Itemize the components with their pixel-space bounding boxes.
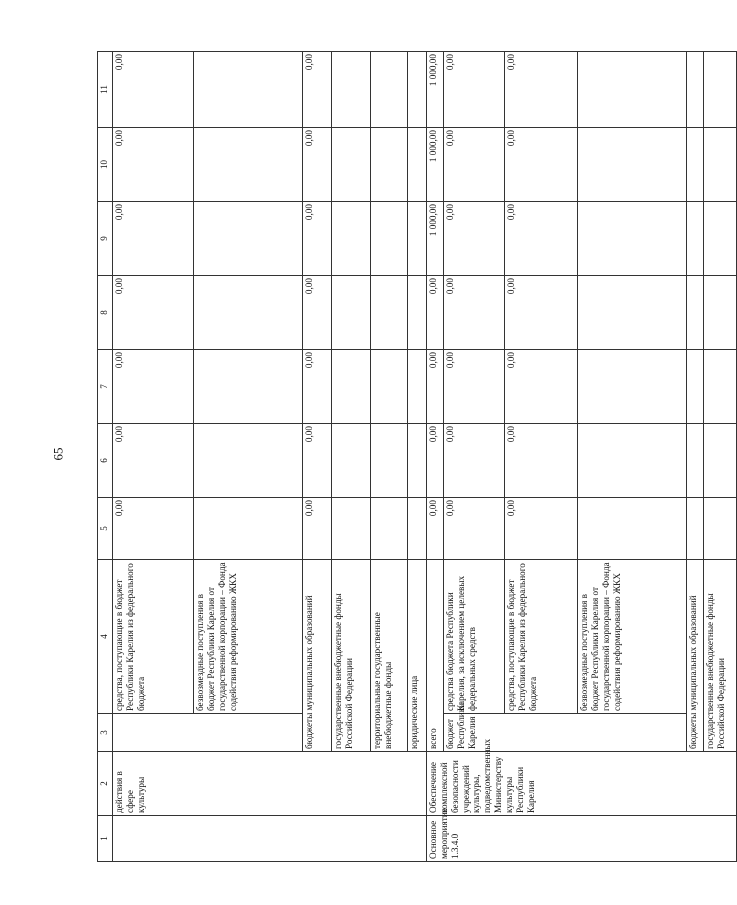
value-cell: 0,00	[113, 498, 194, 560]
value-cell: 0,00	[444, 202, 505, 276]
source-label: бюджеты муниципальных образований	[303, 560, 332, 752]
value-cell	[332, 276, 371, 350]
table-row	[113, 52, 194, 862]
value-cell: 0,00	[427, 350, 444, 424]
value-cell: 0,00	[505, 350, 578, 424]
value-cell: 0,00	[113, 202, 194, 276]
value-cell: 0,00	[444, 498, 505, 560]
value-cell: 0,00	[505, 202, 578, 276]
value-cell: 1 000,00	[427, 202, 444, 276]
value-cell: 0,00	[444, 350, 505, 424]
value-cell	[704, 276, 737, 350]
value-cell	[687, 424, 704, 498]
value-cell	[704, 424, 737, 498]
value-cell	[194, 350, 303, 424]
value-cell	[578, 498, 687, 560]
page-number: 65	[50, 447, 66, 461]
value-cell: 1 000,00	[427, 128, 444, 202]
column-number: 11	[98, 52, 113, 128]
value-cell: 0,00	[303, 276, 332, 350]
value-cell: 0,00	[303, 350, 332, 424]
table-row	[444, 52, 505, 862]
column-number: 3	[98, 714, 113, 752]
value-cell	[332, 202, 371, 276]
value-cell: 0,00	[505, 128, 578, 202]
value-cell	[408, 350, 427, 424]
value-cell: 0,00	[303, 498, 332, 560]
budget-table	[97, 51, 737, 862]
value-cell	[371, 52, 408, 128]
value-cell	[704, 202, 737, 276]
item-name-cell: действия в сфере культуры	[113, 752, 427, 816]
value-cell	[687, 128, 704, 202]
table-row	[427, 52, 444, 862]
value-cell	[332, 424, 371, 498]
value-cell	[687, 202, 704, 276]
table-row	[303, 52, 332, 862]
column-number: 2	[98, 752, 113, 816]
value-cell: 0,00	[505, 424, 578, 498]
value-cell	[704, 128, 737, 202]
value-cell	[687, 350, 704, 424]
value-cell	[371, 350, 408, 424]
column-number: 6	[98, 424, 113, 498]
table-row	[371, 52, 408, 862]
item-name-cell: Обеспечение комплексной безопасности учреждений культуры, подведомственных Министерству культуры Республики Карелия	[427, 752, 737, 816]
value-cell: 0,00	[444, 52, 505, 128]
value-cell	[371, 424, 408, 498]
value-cell: 0,00	[427, 276, 444, 350]
column-number: 10	[98, 128, 113, 202]
column-number: 1	[98, 816, 113, 862]
value-cell	[371, 202, 408, 276]
value-cell	[194, 424, 303, 498]
value-cell	[332, 128, 371, 202]
source-label: безвозмездные поступления в бюджет Республики Карелия от государственной корпорации – Фонда содействия реформированию ЖКХ	[194, 560, 303, 714]
source-label: средства, поступающие в бюджет Республики Карелия из федерального бюджета	[113, 560, 194, 714]
source-label: безвозмездные поступления в бюджет Республики Карелия от государственной корпорации – Фонда содействия реформированию ЖКХ	[578, 560, 687, 714]
value-cell	[578, 202, 687, 276]
value-cell: 0,00	[427, 498, 444, 560]
value-cell	[408, 202, 427, 276]
value-cell	[578, 424, 687, 498]
value-cell	[578, 52, 687, 128]
value-cell: 0,00	[113, 128, 194, 202]
value-cell	[371, 498, 408, 560]
value-cell	[332, 52, 371, 128]
value-cell	[704, 52, 737, 128]
value-cell: 0,00	[113, 52, 194, 128]
source-label: юридические лица	[408, 560, 427, 752]
empty-cell	[113, 714, 303, 752]
value-cell	[408, 128, 427, 202]
value-cell	[687, 276, 704, 350]
value-cell	[704, 498, 737, 560]
value-cell	[194, 202, 303, 276]
value-cell: 0,00	[444, 128, 505, 202]
value-cell	[332, 498, 371, 560]
value-cell: 0,00	[444, 424, 505, 498]
source-label: средства, поступающие в бюджет Республики Карелия из федерального бюджета	[505, 560, 578, 714]
header-row	[98, 52, 113, 862]
value-cell	[687, 52, 704, 128]
value-cell	[578, 350, 687, 424]
value-cell	[371, 276, 408, 350]
item-number-cell	[113, 816, 427, 862]
value-cell	[194, 276, 303, 350]
value-cell	[332, 350, 371, 424]
value-cell: 0,00	[505, 52, 578, 128]
source-label: государственные внебюджетные фонды Российской Федерации	[332, 560, 371, 752]
value-cell	[371, 128, 408, 202]
value-cell: 1 000,00	[427, 52, 444, 128]
table-row	[408, 52, 427, 862]
column-number: 4	[98, 560, 113, 714]
value-cell	[687, 498, 704, 560]
column-number: 9	[98, 202, 113, 276]
value-cell: 0,00	[113, 424, 194, 498]
value-cell	[578, 276, 687, 350]
value-cell: 0,00	[505, 498, 578, 560]
value-cell: 0,00	[303, 202, 332, 276]
value-cell	[704, 350, 737, 424]
source-label: бюджеты муниципальных образований	[687, 560, 704, 752]
value-cell: 0,00	[303, 128, 332, 202]
item-number-cell: Основное мероприятие 1.3.4.0	[427, 816, 737, 862]
value-cell: 0,00	[444, 276, 505, 350]
column-number: 5	[98, 498, 113, 560]
source-label: государственные внебюджетные фонды Российской Федерации	[704, 560, 737, 752]
value-cell: 0,00	[113, 350, 194, 424]
value-cell: 0,00	[113, 276, 194, 350]
source-label: средства бюджета Республики Карелия, за исключением целевых федеральных средств	[444, 560, 505, 714]
source-label: территориальные государственные внебюджетные фонды	[371, 560, 408, 752]
value-cell	[408, 52, 427, 128]
table-row	[687, 52, 704, 862]
value-cell	[408, 498, 427, 560]
table-row	[704, 52, 737, 862]
column-number: 8	[98, 276, 113, 350]
value-cell	[194, 128, 303, 202]
budget-label: бюджет Республики Карелия	[444, 714, 687, 752]
value-cell	[408, 424, 427, 498]
column-number: 7	[98, 350, 113, 424]
source-label: всего	[427, 560, 444, 752]
rotated-table-wrapper	[97, 52, 726, 862]
value-cell: 0,00	[303, 424, 332, 498]
value-cell	[194, 52, 303, 128]
value-cell: 0,00	[505, 276, 578, 350]
value-cell	[578, 128, 687, 202]
table-row	[332, 52, 371, 862]
value-cell	[408, 276, 427, 350]
value-cell: 0,00	[427, 424, 444, 498]
value-cell	[194, 498, 303, 560]
value-cell: 0,00	[303, 52, 332, 128]
